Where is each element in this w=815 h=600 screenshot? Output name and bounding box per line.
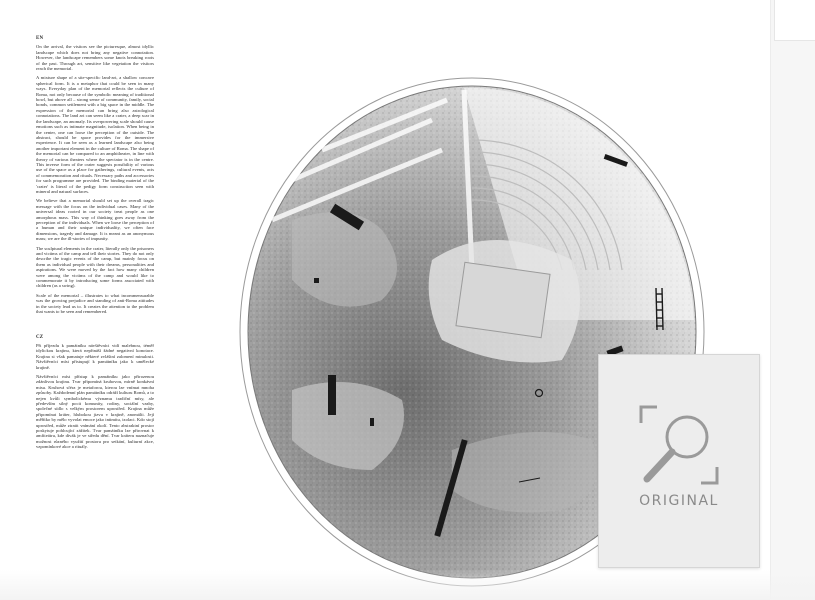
view-original-label: ORIGINAL (639, 493, 719, 509)
viewer-bottom-edge (0, 570, 815, 600)
paragraph-en-2: A mixture shape of a site-specific land-art, a shallow concave spherical form. It is a metaphor that could be seen in many ways. Everyday plan of the memorial reflects the culture of Roma, not only because of the symbolic meaning of traditional bowl, but above all – strong sense of community, family, social bonds, common settlement with a big space in the middle. The expression of the memorial can bring also astrological connotations. The land art can seem like a crater, a deep scar in the landscape, an anomaly. Its overpowering scale should cause emotions such as intimate magnitude, isolation. When being in the center, one can loose the perception of the outside. The abstract, should be space provides for the immersive experience. It can be seen as a learned landscape also being another important element in the culture of Roma. The shape of the memorial can be compared to an amphitheater, in line with theory of various theaters where the spectator is in the centre. This inverse form of the crater suggests possibility of various use of the space as a place for gatherings, cultural events, acts of commemoration and rituals. Necessary paths and accessories for such programme are provided. The binding material of the 'crater' is literal of the pedigy form construction seen with mineral and natural surfaces. (36, 75, 154, 194)
paragraph-en-3: We believe that a memorial should set up the overall tragic message with the focus on the individual cases. Many of the universal ideas rooted in our society treat people as one amorphous mass. This way of thinking goes away from the perception of the individuals. When we loose the perception of a human and their unique individuality, we often face dimensions, tragedy and damage. It is meant as an anonymous mass; we are the ill-stories of impunity. (36, 198, 154, 242)
viewer-page-corner (774, 0, 815, 41)
magnify-original-icon (637, 403, 721, 487)
view-original-button[interactable] (598, 354, 760, 568)
paragraph-en-4: The sculptural elements in the crater, literally only the prisoners and victims of the camp and tell their stories. They do not only describe the tragic events of the camp, but mainly focus on them as individual people with their dreams, personalities and aspirations. We were moved by the fact how many children were among the victims of the camp and would like to commemorate it by introducing some forms associated with children (as a swing). (36, 245, 154, 289)
paragraph-en-1: On the arrival, the visitors see the picturesque, almost idyllic landscape which does not bring any negative connotation. However, the landscape remembers some knots breaking roots of the past. Through art, sensitive like vegetation the visitors reach the memorial. (36, 44, 154, 72)
viewer-page-edge (770, 0, 815, 600)
document-text-column (36, 36, 154, 454)
paragraph-cz-1: Při příjezdu k památníku návštěvníci vidí malebnou, téměř idylickou krajinu, která nepřináší žádné negativní konotace. Krajina si však pamatuje některé zvláštní zalomení minulosti. Návštěvníci míst přistupují k památníku jako k umělecké krajině. (36, 342, 154, 370)
section-heading-en: EN (36, 36, 44, 41)
paragraph-cz-2: Návštěvníci míst přístup k památníku jako přirozenou zdánlivou krajinu. Tvar připomíná kruhovou, mírně konkávní misu. Kruhová sféra je metaforou, kterou lze vnímat mnoha způsoby. Každodenní plán památníku odráží kulturu Romů, a to nejen kvůli symbolickému významu tradiční mísy, ale především silný pocit komunity, rodiny, sociální vazby, společné sídlo s velkým prostorem uprostřed. Krajina může připomínat kráter, hlubokou jizvu v krajině, anomálii. Její měřítko by mělo vyvolat emoce jako intimitu, izolaci. Kdo stojí uprostřed, může ztratit vnímání okolí. Tento abstraktní prostor poskytuje pohlcující zážitek. Tvar památníku lze přirovnat k amfiteátru, kde divák je ve středu dění. Tvar kráteru naznačuje možnost různého využití prostoru pro setkání, kulturní akce, vzpomínkové akce a rituály. (36, 373, 154, 450)
paragraph-en-5: Scale of the memorial – illustrates to what incommensurable was the growing prejudice and standing of anti-Roma attitudes in the society lead us to. It creates the attention to the problem that wants to be seen and remembered. (36, 292, 154, 315)
section-heading-cz: CZ (36, 334, 44, 340)
